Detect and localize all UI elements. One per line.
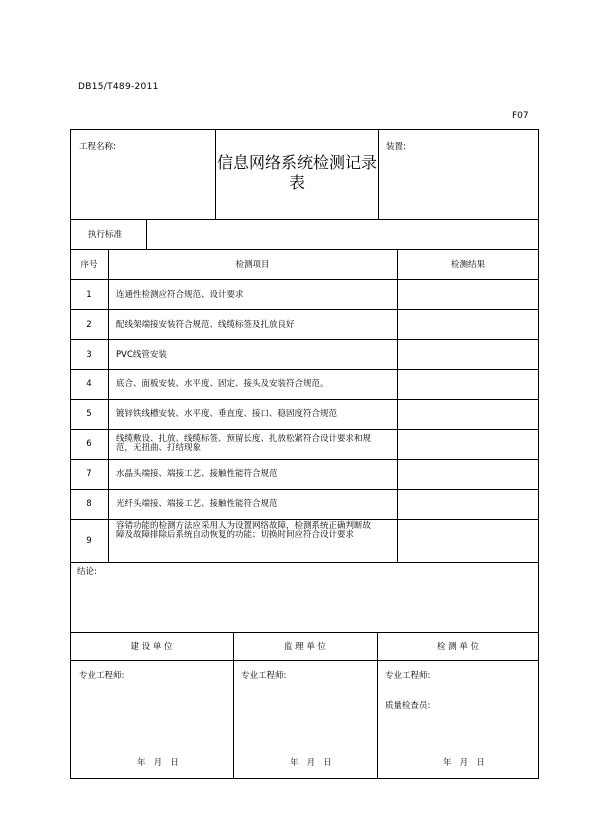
row-item: 底合、面板安装、水平度、固定、接头及安装符合规范。 [116, 379, 329, 389]
construction-unit-label: 建 设 单 位 [130, 642, 173, 652]
standard-code: DB15/T489-2011 [78, 82, 159, 92]
row-item: 连通性检测应符合规范、设计要求 [116, 290, 244, 300]
date-label: 年 月 日 [443, 758, 485, 768]
project-name-label: 工程名称: [79, 142, 116, 152]
supervision-unit-label: 监 理 单 位 [283, 642, 327, 652]
row-no: 9 [86, 536, 92, 546]
row-no: 8 [86, 499, 92, 509]
row-no: 4 [86, 379, 92, 389]
exec-standard-label: 执行标准 [88, 230, 123, 240]
page-title: 信息网络系统检测记录表 [216, 153, 377, 192]
column-header-result: 检测结果 [450, 260, 485, 270]
engineer-label: 专业工程师: [241, 671, 287, 681]
row-no: 1 [86, 290, 92, 300]
device-label: 装置: [386, 142, 406, 152]
date-label: 年 月 日 [137, 758, 179, 768]
row-item: 光纤头端接、端接工艺、接触性能符合规范 [116, 499, 278, 509]
date-label: 年 月 日 [290, 758, 332, 768]
conclusion-label: 结论: [77, 567, 97, 577]
row-no: 3 [86, 350, 92, 360]
inspection-unit-label: 检 测 单 位 [436, 642, 480, 652]
engineer-label: 专业工程师: [385, 671, 431, 681]
row-no: 7 [86, 469, 92, 479]
record-table-frame [70, 129, 539, 779]
inspector-label: 质量检查员: [385, 701, 431, 711]
row-no: 6 [86, 439, 92, 449]
column-header-no: 序号 [80, 260, 98, 270]
row-item: PVC线管安装 [116, 350, 167, 360]
row-item: 容错功能的检测方法应采用人为设置网络故障，检测系统正确判断故障及故障排除后系统自动恢复的功能；切换时间应符合设计要求 [116, 521, 372, 540]
row-no: 5 [86, 409, 92, 419]
row-item: 水晶头端接、端接工艺、接触性能符合规范 [116, 469, 278, 479]
form-code: F07 [512, 111, 529, 121]
row-no: 2 [86, 320, 92, 330]
row-item: 配线架端接安装符合规范、线缆标签及扎放良好 [116, 320, 295, 330]
engineer-label: 专业工程师: [79, 671, 125, 681]
row-item: 镀锌铁线槽安装、水平度、垂直度、接口、稳固度符合规范 [116, 409, 338, 419]
column-header-item: 检测项目 [235, 260, 270, 270]
row-item: 线缆敷设、扎放、线缆标签、预留长度、扎放松紧符合设计要求和规范，无扭曲、打结现象 [116, 434, 372, 453]
